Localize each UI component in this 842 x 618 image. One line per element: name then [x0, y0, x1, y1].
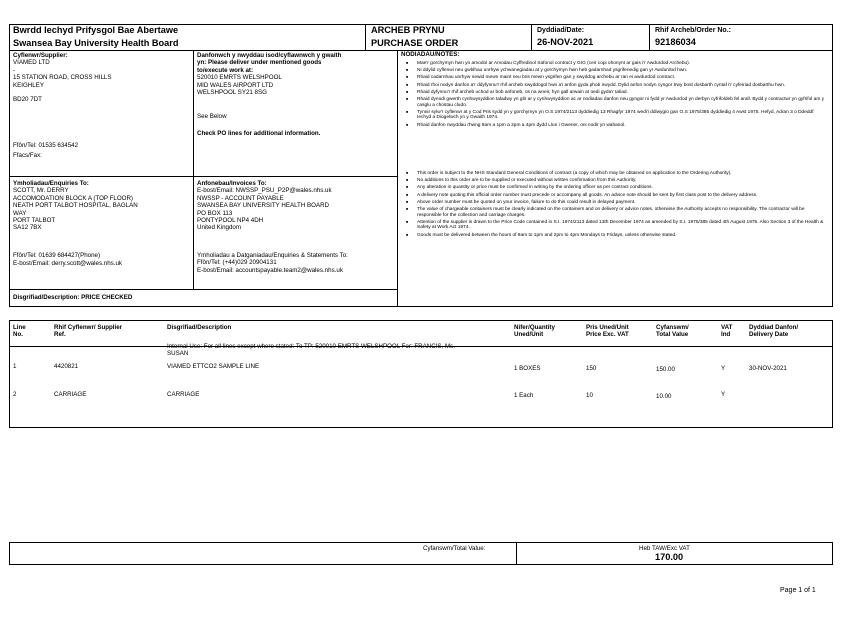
supplier-label: Cyflenwr/Supplier:	[13, 52, 68, 59]
enquiries-phone: Ffôn/Tel: 01639 684427(Phone)	[13, 252, 101, 259]
header-total-value: Cyfanswm/ Total Value	[656, 324, 689, 339]
header-description: Disgrifiad/Description	[167, 324, 232, 331]
row-1-description: VIAMED ETTCO2 SAMPLE LINE	[167, 363, 260, 370]
delivery-label: Danfonwch y nwyddau isod/cyflawnwch y gwaith	[197, 52, 342, 59]
row-1-delivery-date: 30-NOV-2021	[749, 365, 787, 372]
enquiries-line: SCOTT, Mr. DERRY	[13, 187, 69, 195]
totals-divider	[516, 542, 517, 565]
row-2-total-value: 10.00	[656, 393, 672, 400]
row-2-line-no: 2	[13, 391, 17, 398]
delivery-block	[197, 52, 395, 96]
enquiries-block	[13, 180, 191, 232]
note-item: ■ Ni ddylid cyflenwi neu gwblhau unrhyw ychwanegiadau at y gorchymyn hwn heb gadarnhad ysgrifenedig gan yr Awdurdod hwn.	[417, 68, 828, 74]
notes-english	[402, 171, 828, 240]
note-item: ■ Rhaid dynodi gwerth cynhwysyddion taladwy yn glir ar y cynhwysyddion ac ar nodiadau danfon neu gyngor ni fydd yr Awdurdod yn derbyn cyfrifoldeb fel arall. Bydd y contractwr yn gyfrifol am y casglu a chostau cludo.	[417, 97, 828, 108]
internal-use-note: Internal Use: For all lines except where stated: To TP: 520010 EMRTS WELSHPOOL For: FRANCIS, Ms. SUSAN	[167, 343, 455, 358]
supplier-fax: Ffacs/Fax:	[13, 152, 42, 159]
note-item: ■ A delivery note quoting this official order number must precede or accompany all goods. An advice note should be sent by first class post to the delivery address.	[417, 193, 828, 199]
supplier-line: BD20 7DT	[13, 96, 42, 104]
supplier-line: KEIGHLEY	[13, 81, 44, 89]
supplier-phone: Ffôn/Tel: 01535 634542	[13, 142, 79, 149]
enquiries-line: WAY	[13, 209, 27, 217]
vertical-divider	[193, 50, 194, 289]
invoices-block	[197, 180, 395, 232]
row-2-vat: Y	[721, 391, 726, 398]
header-vat: VAT Ind	[721, 324, 733, 339]
org-name-english: Swansea Bay University Health Board	[13, 38, 179, 48]
enquiries-line: NEATH PORT TALBOT HOSPITAL, BAGLAN	[13, 202, 138, 210]
description-divider	[9, 289, 398, 290]
header-supplier-ref: Rhif Cyflenwr/ Supplier Ref.	[54, 324, 123, 339]
supplier-line: 15 STATION ROAD, CROSS HILLS	[13, 74, 112, 82]
totals-box	[9, 542, 833, 565]
header-line-no: Line No.	[13, 324, 26, 339]
statements-label: Ymholiadau a Datganiadau/Enquiries & Statements To:	[197, 252, 348, 259]
delivery-label: yn: Please deliver under mentioned goods	[197, 59, 322, 67]
note-item: ■ The value of chargeable containers must be clearly indicated on the containers and on delivery or advice notes, otherwise the Authority accepts no responsibility. The contractor will be responsible for the collection and carriage charges.	[417, 207, 828, 218]
invoices-line: PONTYPOOL NP4 4DH	[197, 217, 264, 225]
statements-email[interactable]: E-bost/Email: accountspayable.team2@wales.nhs.uk	[197, 266, 343, 274]
delivery-address-line: 520010 EMRTS WELSHPOOL	[197, 74, 282, 82]
note-item: ■ Goods must be delivered between the hours of 9am to 1pm and 2pm to 4pm Mondays to Fridays, unless otherwise stated.	[417, 233, 828, 239]
row-1-unit-price: 150	[586, 365, 597, 372]
invoices-line: United Kingdom	[197, 224, 242, 232]
delivery-address-line: MID WALES AIRPORT LTD	[197, 81, 274, 89]
row-2-unit-price: 10	[586, 392, 593, 399]
enquiries-email[interactable]: E-bost/Email: derry.scott@wales.nhs.uk	[13, 260, 122, 267]
row-2-quantity-unit: 1 Each	[514, 392, 534, 399]
note-item: ■ Rhaid dyfynnu'r rhif archeb uchod ar bob anfoneb, os na wneir, hyn gall arwain at oedi gyda'r taliad.	[417, 90, 828, 96]
total-vat-label: Heb TAW/Exc VAT	[639, 545, 690, 552]
row-1-vat: Y	[721, 365, 726, 372]
date-value: 26-NOV-2021	[537, 37, 594, 47]
total-label: Cyfanswm/Total Value:	[423, 545, 486, 552]
description-note: Disgrifiad/Description: PRICE CHECKED	[13, 294, 133, 301]
row-1-line-no: 1	[13, 363, 17, 370]
row-1-total-value: 150.00	[656, 366, 675, 373]
note-item: ■ Rhaid cadarnhau unrhyw newid mewn maint neu bris mewn ysgrifen gan y swyddog archebu ar ran ei awdurdod contract.	[417, 75, 828, 81]
delivery-label: to/execute work at:	[197, 66, 254, 74]
note-item: ■ No additions to this order are to be supplied or executed without written confirmation from this Authority.	[417, 178, 828, 184]
date-label: Dyddiad/Date:	[537, 27, 585, 34]
note-item: ■ Tynnir sylw'r cyflenwr at y Cod Pris sydd yn y gorchymyn yn O.S 1974/2113 dyddiedig 13 Rhagfyr 1974 wedi'i ddiwygio gan O.S 1975/385 dyddiedig 4 Awst 1975. Hefyd, Adran 3 o Ddeddf Iechyd a Diogelwch yn y Gwaith 1974.	[417, 110, 828, 121]
note-item: ■ Any alteration in quantity or price must be confirmed in writing by the ordering officer as per contract conditions.	[417, 185, 828, 191]
line-items-table	[9, 320, 833, 428]
invoices-line: SWANSEA BAY UNIVERSITY HEALTH BOARD	[197, 202, 330, 210]
enquiries-line: SA12 7BX	[13, 224, 42, 232]
supplier-line: VIAMED LTD	[13, 59, 50, 67]
note-item: ■ This order is subject to the NHS Standard General Conditions of contract (a copy of which may be obtained on application to the Ordering Authority).	[417, 171, 828, 177]
total-value: 170.00	[655, 552, 684, 562]
row-1-supplier-ref: 4420821	[54, 363, 79, 370]
order-number-value: 92186034	[655, 37, 696, 47]
supplier-line: -	[13, 66, 16, 74]
supplier-block	[13, 52, 191, 104]
notes-welsh	[402, 61, 828, 130]
enquiries-line: ACCOMODATION BLOCK A (TOP FLOOR)	[13, 194, 133, 202]
row-2-description: CARRIAGE	[167, 391, 200, 398]
horizontal-divider	[9, 176, 398, 177]
note-item: ■ Above order number must be quoted on your invoice, failure to do this could result in delayed payment.	[417, 200, 828, 206]
order-number-label: Rhif Archeb/Order No.:	[655, 27, 731, 34]
notes-label: NODIADAU/NOTES:	[401, 51, 460, 58]
enquiries-label: Ymholiadau/Enquiries To:	[13, 180, 89, 187]
see-below-text: See Below	[197, 113, 227, 120]
invoices-line: E-bost/Email: NWSSP_PSU_P2P@wales.nhs.uk	[197, 187, 332, 195]
page-number: Page 1 of 1	[780, 587, 816, 594]
invoices-line: PO BOX 113	[197, 209, 233, 217]
header-quantity-unit: Nifer/Quantity Uned/Unit	[514, 324, 555, 339]
row-2-supplier-ref: CARRIAGE	[54, 391, 87, 398]
statements-block	[197, 252, 395, 274]
doc-title-english: PURCHASE ORDER	[371, 38, 459, 48]
header-unit-price: Pris Uned/Unit Price Exc. VAT	[586, 324, 629, 339]
note-item: ■ Rhaid danfon nwyddau rhwng 9am a 1pm a 2pm a 4pm dydd Llun i Gwener, oni nodir yn wahanol.	[417, 123, 828, 129]
org-name-welsh: Bwrdd Iechyd Prifysgol Bae Abertawe	[13, 25, 179, 35]
check-po-text: Check PO lines for additional information.	[197, 130, 321, 137]
statements-phone: Ffôn/Tel: (+44)029 20904131	[197, 259, 277, 267]
note-item: ■ Rhaid rhoi nodyn danfon a'r ddyfynnu'r rhif archeb swyddogol hwn a'i anfon gyda phob nwydd. Dylid anfon nodyn cyngor trwy bost dosbarth cyntaf i'r cyfeiriad dosbarthu hwn.	[417, 83, 828, 89]
invoices-line: NWSSP - ACCOUNT PAYABLE	[197, 194, 284, 202]
header-delivery-date: Dyddiad Danfon/ Delivery Date	[749, 324, 799, 339]
note-item: ■ Mae'r gorchymyn hwn yn amodol ar Amodau Cyffredinol Safonol contract y GIG (ceir copi ohonynt ar gais i'r Awdurdod Archebu).	[417, 61, 828, 67]
row-1-quantity-unit: 1 BOXES	[514, 365, 541, 372]
note-item: ■ Attention of the supplier is drawn to the Price Code contained in S.I. 1974/2113 dated 13th December 1974 as amended by S.I. 1975/385 dated 4th August 1975. Also Section 3 of the Health & Safety at Work Act 1974.	[417, 220, 828, 231]
delivery-address-line: WELSHPOOL SY21 8SG	[197, 89, 267, 97]
invoices-label: Anfonebau/Invoices To:	[197, 180, 267, 187]
supplier-line	[13, 89, 191, 96]
doc-title-welsh: ARCHEB PRYNU	[371, 25, 445, 35]
enquiries-line: PORT TALBOT	[13, 217, 56, 225]
